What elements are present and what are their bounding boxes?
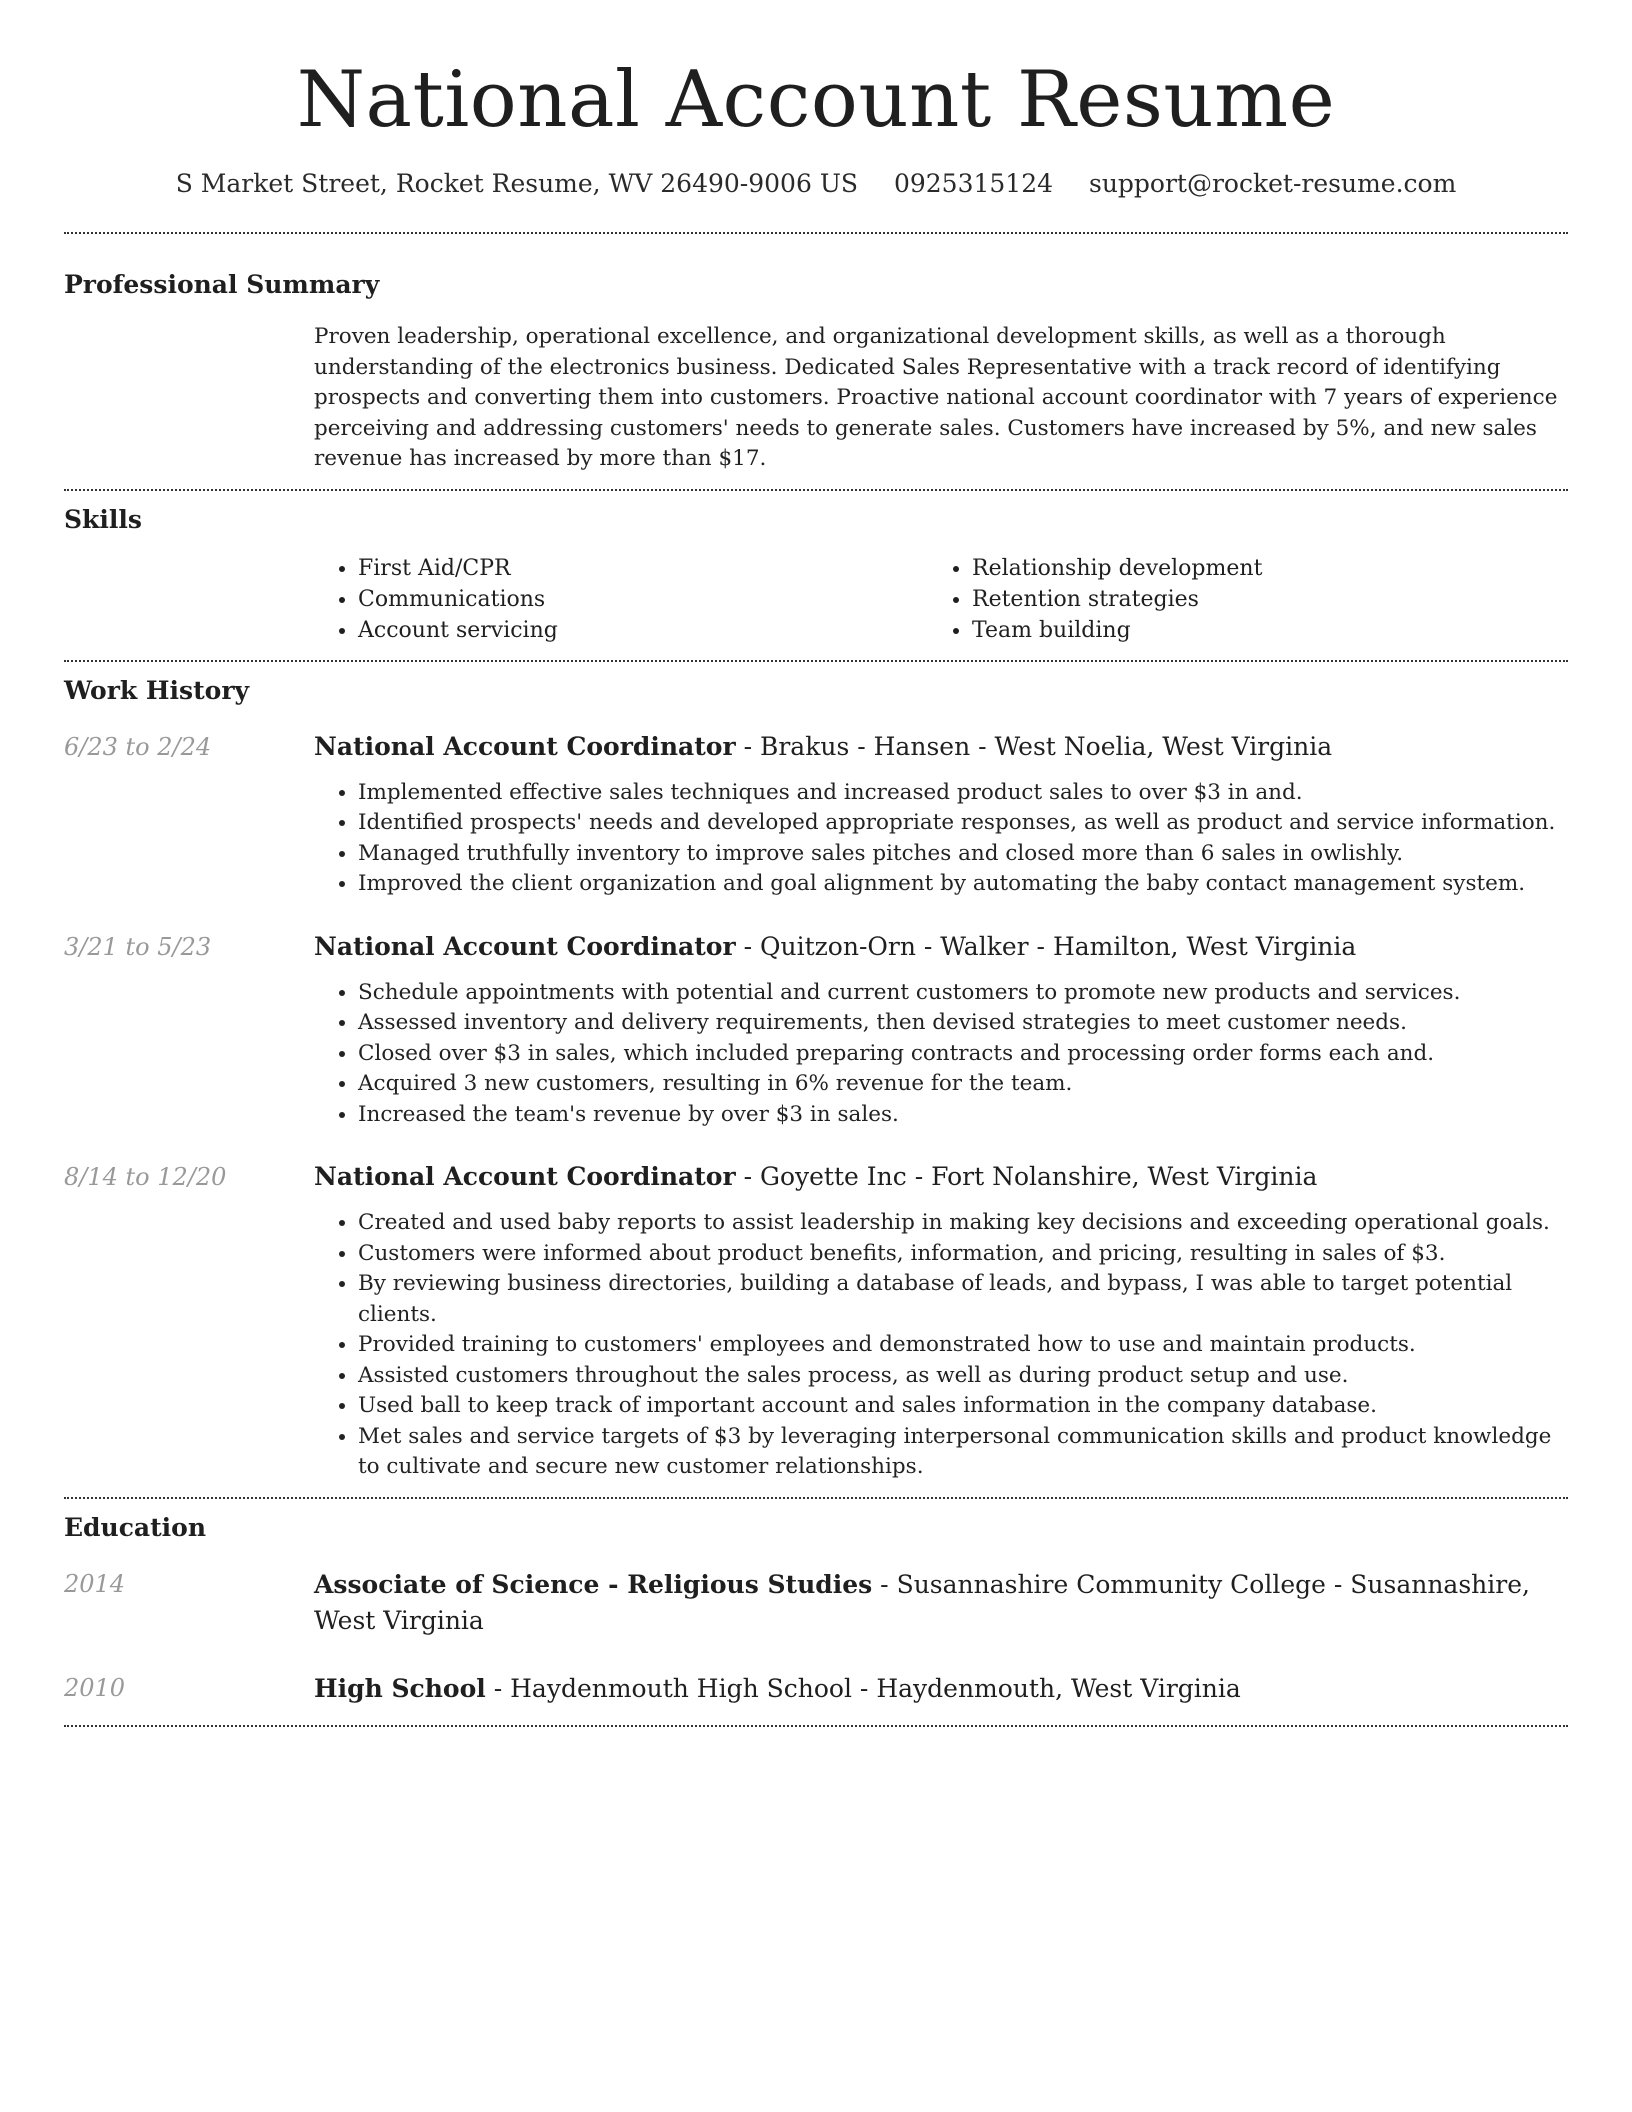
summary-row (64, 322, 1568, 475)
job-dates: 3/21 to 5/23 (64, 932, 212, 961)
resume-title: National Account Resume (296, 55, 1336, 145)
education-school: Haydenmouth High School (510, 1673, 852, 1703)
summary-section (64, 234, 1568, 489)
education-location: Susannashire, West Virginia (314, 1569, 1530, 1635)
job-bullet: • Identified prospects' needs and developed appropriate responses, as well as product and service information. (358, 808, 1568, 839)
skills-columns (314, 553, 1568, 646)
job-title: National Account Coordinator - Quitzon-Orn - Walker - Hamilton, West Virginia (314, 931, 1357, 961)
skills-section (64, 491, 1568, 660)
job-title: National Account Coordinator - Brakus - Hansen - West Noelia, West Virginia (314, 731, 1333, 761)
job-bullet: • Acquired 3 new customers, resulting in 6% revenue for the team. (358, 1069, 1568, 1100)
education-heading: Education (64, 1512, 207, 1542)
job-bullet: • Met sales and service targets of $3 by leveraging interpersonal communication skills and product knowledge to cultivate and secure new customer relationships. (358, 1422, 1568, 1483)
job-dates: 8/14 to 12/20 (64, 1163, 227, 1191)
job-company: Brakus - Hansen (759, 731, 971, 761)
job-bullet: • By reviewing business directories, building a database of leads, and bypass, I was able to target potential clients. (358, 1269, 1568, 1330)
skills-row (64, 553, 1568, 646)
summary-body (314, 322, 1568, 475)
job-entry (64, 1160, 1568, 1483)
education-entry (64, 1671, 1568, 1707)
skills-list-left (314, 553, 928, 646)
resume-page (64, 0, 1568, 1727)
job-bullet: • Improved the client organization and goal alignment by automating the baby contact management system. (358, 869, 1568, 900)
job-role: National Account Coordinator (314, 731, 736, 761)
summary-text: Proven leadership, operational excellence, and organizational development skills, as well as a thorough understanding of the electronics business. Dedicated Sales Representative with a track record of identifying prospects and converting them into customers. Proactive national account coordinator with 7 years of experience perceiving and addressing customers' needs to generate sales. Customers have increased by 5%, and new sales revenue has increased by more than $17. (314, 324, 1558, 471)
education-title: Associate of Science - Religious Studies - Susannashire Community College - Susannashire, West Virginia (314, 1569, 1530, 1635)
job-bullet: • Implemented effective sales techniques and increased product sales to over $3 in and. (358, 778, 1568, 809)
job-location: Fort Nolanshire, West Virginia (931, 1162, 1318, 1191)
skills-heading: Skills (64, 504, 142, 534)
education-location: Haydenmouth, West Virginia (876, 1673, 1241, 1703)
education-degree: High School (314, 1673, 486, 1703)
job-bullets (314, 1208, 1568, 1483)
education-year: 2010 (64, 1673, 126, 1702)
job-role: National Account Coordinator (314, 1162, 736, 1191)
skill-item: • Team building (972, 615, 1542, 646)
job-dates: 6/23 to 2/24 (64, 732, 212, 761)
job-bullet: • Created and used baby reports to assist leadership in making key decisions and exceeding operational goals. (358, 1208, 1568, 1239)
skill-item: • Retention strategies (972, 584, 1542, 615)
job-bullet: • Assessed inventory and delivery requirements, then devised strategies to meet customer needs. (358, 1008, 1568, 1039)
education-degree: Associate of Science - Religious Studies (314, 1569, 873, 1599)
skill-item: • Account servicing (358, 615, 928, 646)
job-entry (64, 930, 1568, 1131)
education-details (314, 1567, 1568, 1639)
skill-item: • Communications (358, 584, 928, 615)
education-year: 2014 (64, 1569, 126, 1598)
contact-line (64, 166, 1568, 202)
work-section (64, 662, 1568, 1497)
contact-email: support@rocket-resume.com (1088, 169, 1457, 198)
job-bullet: • Increased the team's revenue by over $3 in sales. (358, 1100, 1568, 1131)
education-entry (64, 1567, 1568, 1639)
education-title: High School - Haydenmouth High School - Haydenmouth, West Virginia (314, 1673, 1241, 1703)
work-heading: Work History (64, 675, 250, 705)
job-location: West Noelia, West Virginia (994, 731, 1333, 761)
summary-heading: Professional Summary (64, 270, 380, 299)
job-details (314, 730, 1568, 900)
education-section (64, 1499, 1568, 1725)
education-details (314, 1671, 1568, 1707)
job-bullet: • Used ball to keep track of important account and sales information in the company database. (358, 1391, 1568, 1422)
contact-phone: 0925315124 (893, 169, 1054, 198)
job-details (314, 930, 1568, 1131)
job-entry (64, 730, 1568, 900)
job-bullet: • Schedule appointments with potential and current customers to promote new products and services. (358, 978, 1568, 1009)
job-company: Goyette Inc (759, 1162, 907, 1191)
job-bullet: • Assisted customers throughout the sales process, as well as during product setup and use. (358, 1361, 1568, 1392)
skill-item: • Relationship development (972, 553, 1542, 584)
education-school: Susannashire Community College (896, 1569, 1326, 1599)
contact-address: S Market Street, Rocket Resume, WV 26490-9006 US (175, 169, 859, 198)
skill-item: • First Aid/CPR (358, 553, 928, 584)
job-role: National Account Coordinator (314, 931, 736, 961)
job-bullet: • Closed over $3 in sales, which included preparing contracts and processing order forms each and. (358, 1039, 1568, 1070)
section-divider (64, 1725, 1568, 1727)
job-company: Quitzon-Orn - Walker (759, 931, 1029, 961)
job-title: National Account Coordinator - Goyette Inc - Fort Nolanshire, West Virginia (314, 1162, 1318, 1191)
job-bullet: • Managed truthfully inventory to improve sales pitches and closed more than 6 sales in owlishly. (358, 839, 1568, 870)
job-bullets (314, 978, 1568, 1131)
job-location: Hamilton, West Virginia (1052, 931, 1357, 961)
job-bullet: • Customers were informed about product benefits, information, and pricing, resulting in sales of $3. (358, 1239, 1568, 1270)
job-bullets (314, 778, 1568, 900)
skills-list-right (928, 553, 1542, 646)
job-bullet: • Provided training to customers' employees and demonstrated how to use and maintain products. (358, 1330, 1568, 1361)
job-details (314, 1160, 1568, 1483)
